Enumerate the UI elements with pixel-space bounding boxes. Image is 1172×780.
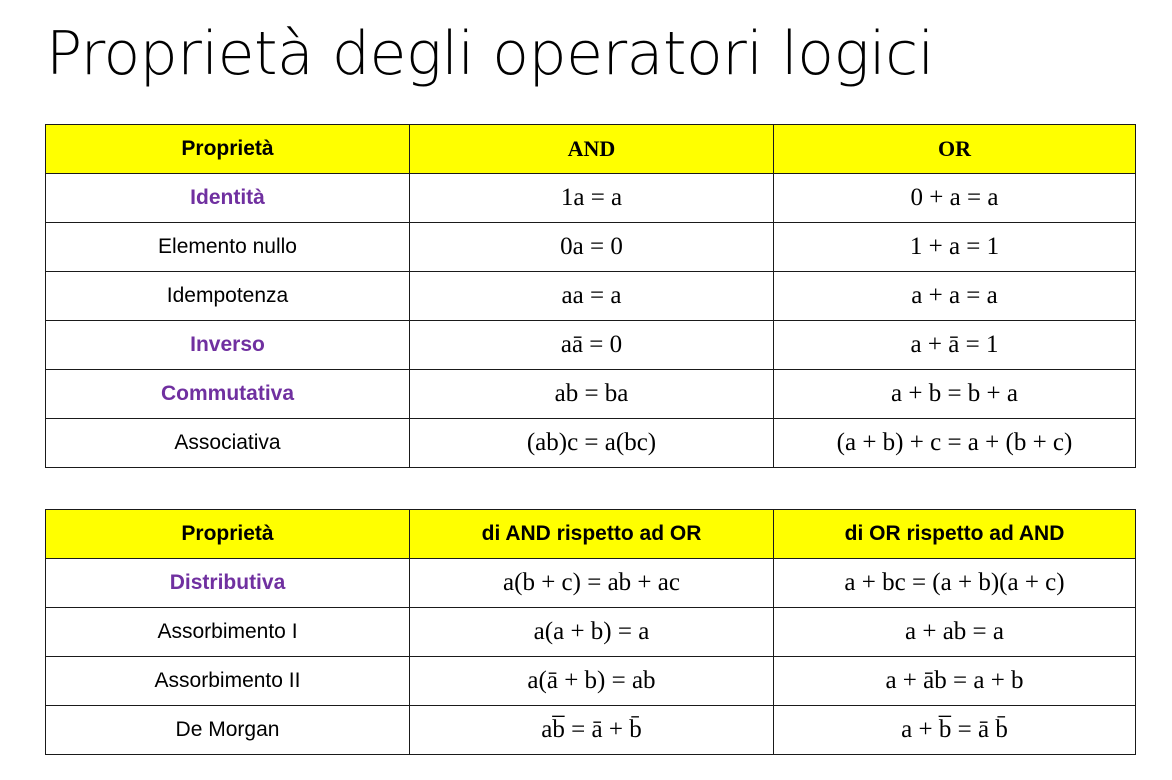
or-formula: a + a = a [774,272,1136,321]
table-row [46,272,1136,321]
and-formula: a(b + c) = ab + ac [410,559,774,608]
or-formula: a + b̅ = ā b̄ [774,706,1136,755]
property-label: Assorbimento II [46,657,410,706]
or-formula: a + āb = a + b [774,657,1136,706]
property-label: Idempotenza [46,272,410,321]
header-property: Proprietà [46,125,410,174]
table-header-row [46,125,1136,174]
property-label: Associativa [46,419,410,468]
table-row [46,174,1136,223]
table-row [46,321,1136,370]
or-formula: a + b = b + a [774,370,1136,419]
header-and: AND [410,125,774,174]
and-formula: aā = 0 [410,321,774,370]
table-header-row [46,510,1136,559]
and-formula: a(a + b) = a [410,608,774,657]
table-row [46,223,1136,272]
or-formula: 1 + a = 1 [774,223,1136,272]
property-label: Identità [46,174,410,223]
table-row [46,419,1136,468]
property-label: Commutativa [46,370,410,419]
or-formula: a + ab = a [774,608,1136,657]
property-label: Assorbimento I [46,608,410,657]
header-or: OR [774,125,1136,174]
page-title: Proprietà degli operatori logici [46,19,934,89]
and-formula: ab̅ = ā + b̄ [410,706,774,755]
property-label: De Morgan [46,706,410,755]
and-formula: 0a = 0 [410,223,774,272]
and-formula: ab = ba [410,370,774,419]
table-row [46,657,1136,706]
or-formula: 0 + a = a [774,174,1136,223]
table-row [46,370,1136,419]
or-formula: a + bc = (a + b)(a + c) [774,559,1136,608]
and-formula: 1a = a [410,174,774,223]
table-row [46,559,1136,608]
table-row [46,608,1136,657]
distributive-table [45,509,1136,755]
operators-table [45,124,1136,468]
property-label: Inverso [46,321,410,370]
header-or-over-and: di OR rispetto ad AND [774,510,1136,559]
table-row [46,706,1136,755]
header-property: Proprietà [46,510,410,559]
and-formula: (ab)c = a(bc) [410,419,774,468]
property-label: Distributiva [46,559,410,608]
or-formula: (a + b) + c = a + (b + c) [774,419,1136,468]
and-formula: aa = a [410,272,774,321]
header-and-over-or: di AND rispetto ad OR [410,510,774,559]
property-label: Elemento nullo [46,223,410,272]
and-formula: a(ā + b) = ab [410,657,774,706]
or-formula: a + ā = 1 [774,321,1136,370]
